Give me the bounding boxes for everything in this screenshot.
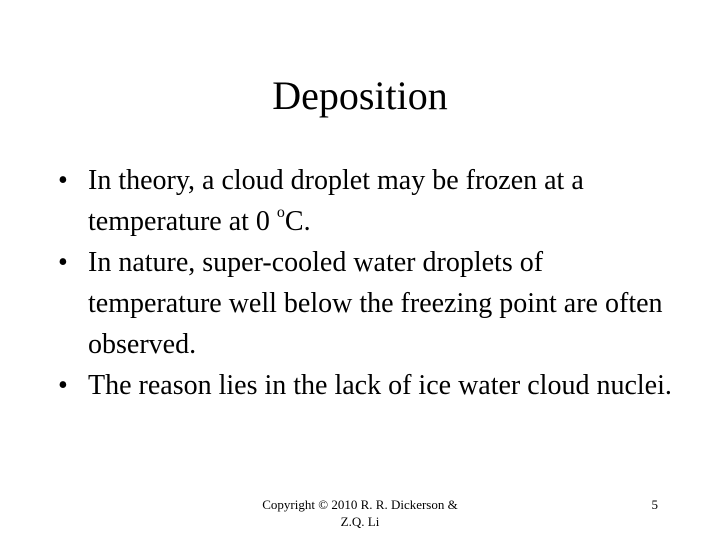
- bullet-text-2: In nature, super-cooled water droplets of temperature well below the freezing point are often observed.: [88, 247, 663, 360]
- bullet-text-1-before: In theory, a cloud droplet may be frozen at a temperature at 0: [88, 165, 584, 237]
- copyright-footer: Copyright © 2010 R. R. Dickerson & Z.Q. Li: [262, 497, 458, 529]
- bullet-list: [58, 160, 678, 406]
- bullet-text-1: [88, 165, 584, 237]
- degree-superscript: o: [276, 203, 285, 221]
- bullet-item-1: [58, 160, 678, 242]
- bullet-marker-1: •: [58, 165, 68, 196]
- bullet-item-2: [58, 242, 678, 365]
- slide-title: Deposition: [272, 73, 448, 118]
- bullet-text-1-after: C.: [284, 206, 311, 237]
- bullet-text-3: The reason lies in the lack of ice water cloud nuclei.: [88, 370, 672, 401]
- bullet-item-3: [58, 365, 678, 406]
- page-number: 5: [651, 497, 658, 512]
- bullet-marker-2: •: [58, 247, 68, 278]
- bullet-marker-3: •: [58, 370, 68, 401]
